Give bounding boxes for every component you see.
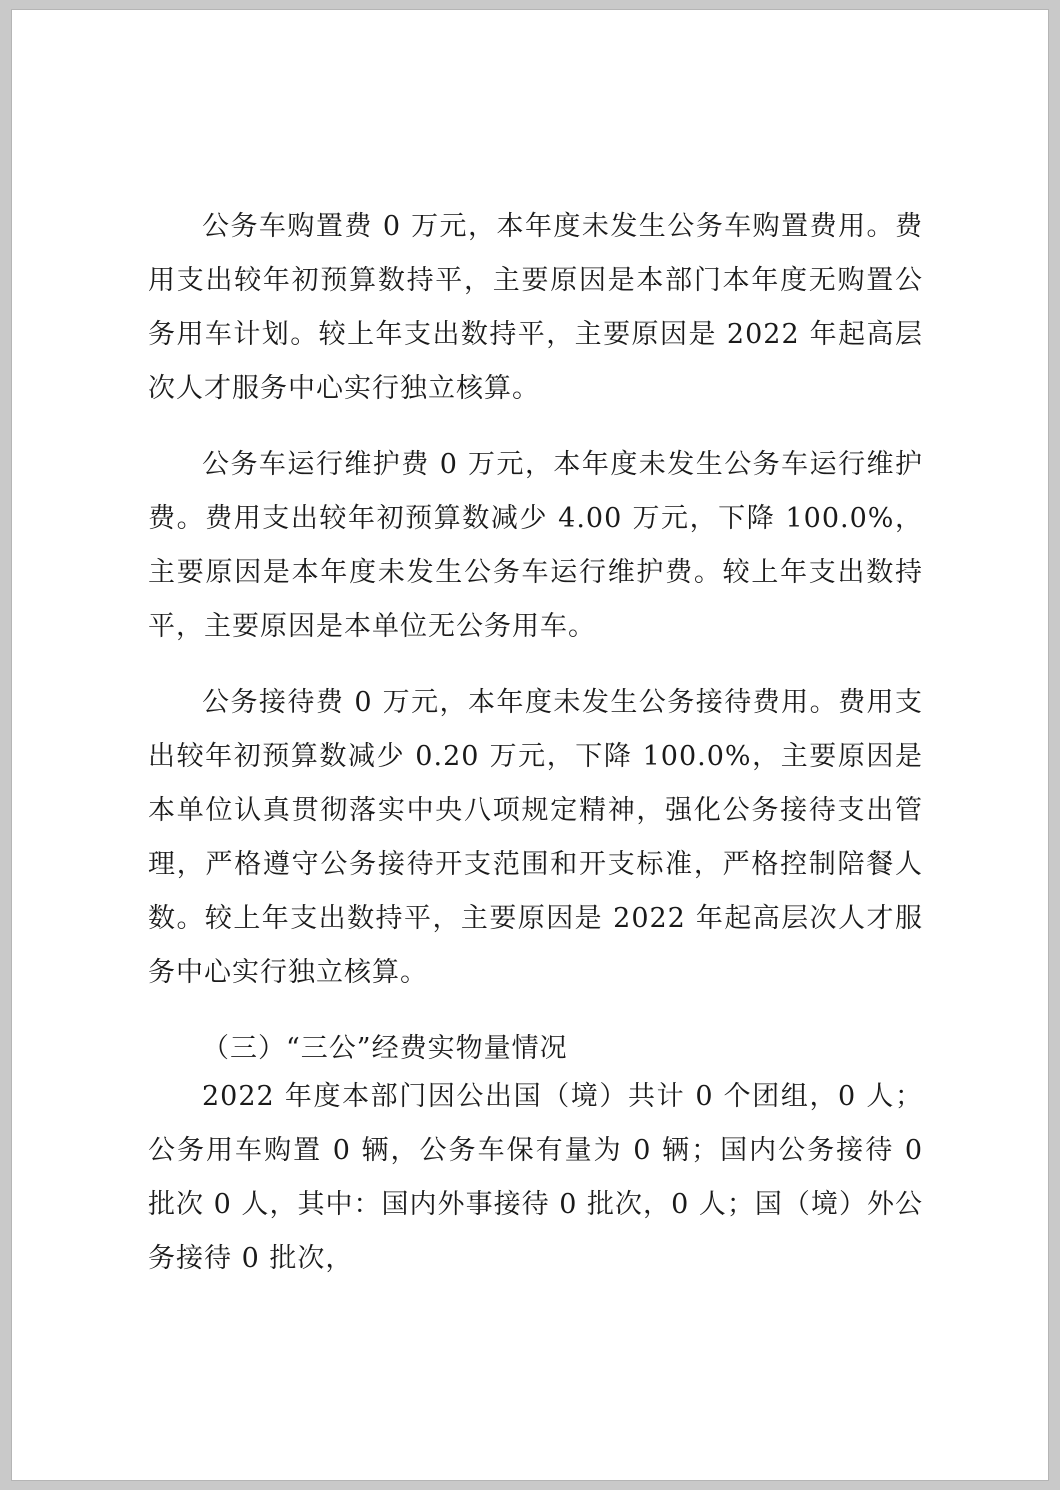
paragraph-vehicle-maintenance: 公务车运行维护费 0 万元，本年度未发生公务车运行维护费。费用支出较年初预算数减少 4.00 万元，下降 100.0%，主要原因是本年度未发生公务车运行维护费。较上年支出数持平，主要原因是本单位无公务用车。 <box>148 449 923 642</box>
paragraph-official-reception: 公务接待费 0 万元，本年度未发生公务接待费用。费用支出较年初预算数减少 0.20 万元，下降 100.0%，主要原因是本单位认真贯彻落实中央八项规定精神，强化公务接待支出管理，严格遵守公务接待开支范围和开支标准，严格控制陪餐人数。较上年支出数持平，主要原因是 2022 年起高层次人才服务中心实行独立核算。 <box>148 687 923 988</box>
document-page <box>12 10 1048 1480</box>
section-heading: （三）“三公”经费实物量情况 <box>202 1033 568 1064</box>
paragraph-physical-quantities: 2022 年度本部门因公出国（境）共计 0 个团组，0 人；公务用车购置 0 辆，公务车保有量为 0 辆；国内公务接待 0 批次 0 人，其中：国内外事接待 0 批次，0 人；国（境）外公务接待 0 批次， <box>148 1081 923 1274</box>
document-body <box>148 200 923 1286</box>
paragraph-vehicle-purchase: 公务车购置费 0 万元，本年度未发生公务车购置费用。费用支出较年初预算数持平，主要原因是本部门本年度无购置公务用车计划。较上年支出数持平，主要原因是 2022 年起高层次人才服务中心实行独立核算。 <box>148 211 923 404</box>
